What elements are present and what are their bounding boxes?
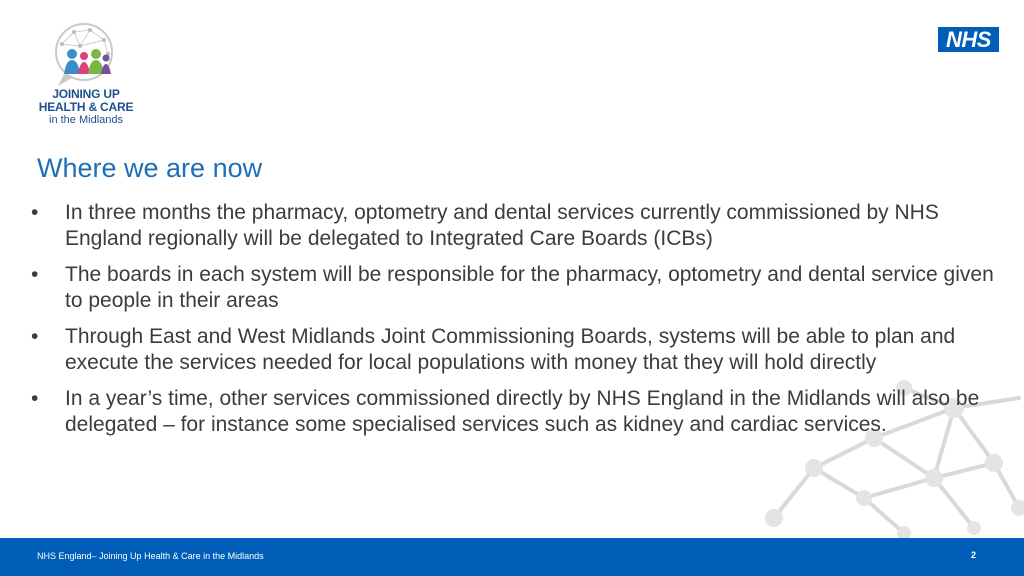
bullet-item [28,386,998,438]
bullet-symbol: • [31,201,39,224]
footer-bar [0,538,1024,576]
bullet-item [28,200,998,252]
logo-line-3: in the Midlands [49,114,123,126]
bullet-symbol: • [31,263,39,286]
bullet-text: In a year’s time, other services commissioned directly by NHS England in the Midlands will also be delegated – for instance some specialised services such as kidney and cardiac services. [65,387,980,436]
bullet-text: Through East and West Midlands Joint Commissioning Boards, systems will be able to plan and execute the services needed for local populations with money that they will hold directly [65,325,956,374]
bullet-text: The boards in each system will be responsible for the pharmacy, optometry and dental service given to people in their areas [65,263,994,312]
page-number: 2 [970,550,976,560]
logo-line-2: HEALTH & CARE [38,100,134,114]
footer-text: NHS England– Joining Up Health & Care in the Midlands [37,551,264,561]
logo-line-1: JOINING UP [52,87,120,101]
joining-up-logo [30,22,140,134]
bullet-symbol: • [31,325,39,348]
bullet-list [28,200,998,448]
slide-title: Where we are now [37,153,263,183]
bullet-symbol: • [31,387,39,410]
bullet-item [28,324,998,376]
bullet-item [28,262,998,314]
bullet-text: In three months the pharmacy, optometry and dental services currently commissioned by NHS England regionally will be delegated to Integrated Care Boards (ICBs) [65,201,939,250]
people-network-icon [50,22,120,88]
nhs-logo: NHS [938,27,999,52]
logo-text [34,88,138,127]
